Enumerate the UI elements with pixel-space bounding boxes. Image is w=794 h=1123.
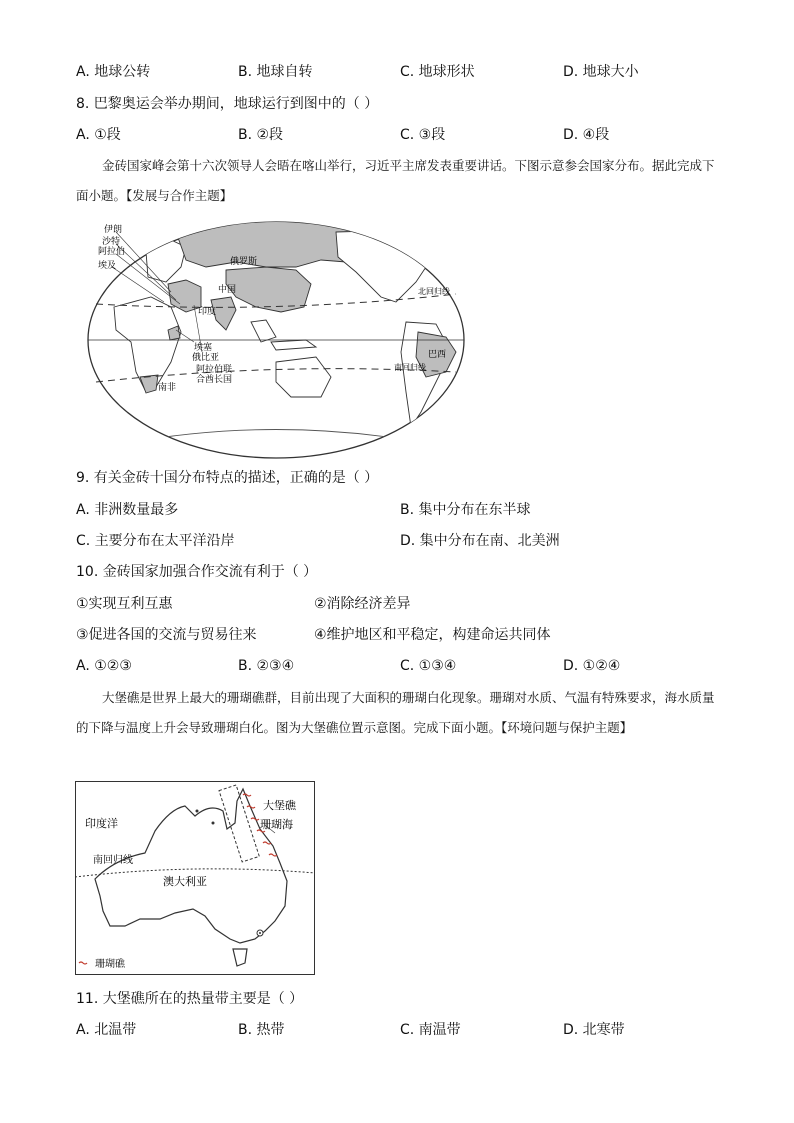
- legend-reef-label: 珊瑚礁: [95, 959, 125, 970]
- q7-option-a[interactable]: A. 地球公转: [76, 64, 151, 80]
- label-arabia: 阿拉伯: [98, 247, 126, 257]
- label-tropic-capricorn: 南回归线: [394, 363, 426, 372]
- q9-option-a[interactable]: A. 非洲数量最多: [76, 502, 179, 518]
- q9-option-b[interactable]: B. 集中分布在东半球: [400, 502, 531, 518]
- q7-option-b[interactable]: B. 地球自转: [238, 64, 313, 80]
- label-tropic-capricorn: 南回归线: [93, 855, 133, 866]
- q7-option-c[interactable]: C. 地球形状: [400, 64, 475, 80]
- q11-option-d[interactable]: D. 北寒带: [563, 1022, 625, 1038]
- q8-stem: 8. 巴黎奥运会举办期间，地球运行到图中的（ ）: [76, 96, 379, 112]
- reef-passage: 大堡礁是世界上最大的珊瑚礁群，目前出现了大面积的珊瑚白化现象。珊瑚对水质、气温有特殊要求，海水质量的下降与温度上升会导致珊瑚白化。图为大堡礁位置示意图。完成下面小题。【环境问题与保护主题】: [76, 690, 715, 735]
- brics-passage: 金砖国家峰会第十六次领导人会晤在喀山举行，习近平主席发表重要讲话。下图示意参会国家分布。据此完成下面小题。【发展与合作主题】: [76, 158, 715, 203]
- q9-stem: 9. 有关金砖十国分布特点的描述，正确的是（ ）: [76, 470, 379, 486]
- q8-option-d[interactable]: D. ④段: [563, 127, 610, 143]
- q9-option-d[interactable]: D. 集中分布在南、北美洲: [400, 533, 560, 549]
- q10-item-2: ②消除经济差异: [314, 596, 411, 612]
- label-ethiopia-1: 埃塞: [194, 343, 213, 353]
- label-great-barrier-reef: 大堡礁: [263, 799, 296, 812]
- q10-option-a[interactable]: A. ①②③: [76, 658, 132, 674]
- label-south-africa: 南非: [158, 383, 177, 393]
- label-ethiopia-2: 俄比亚: [192, 353, 220, 363]
- label-saudi: 沙特: [102, 237, 121, 247]
- label-indian-ocean: 印度洋: [85, 817, 118, 830]
- q11-option-a[interactable]: A. 北温带: [76, 1022, 137, 1038]
- q8-option-b[interactable]: B. ②段: [238, 127, 284, 143]
- q10-item-4: ④维护地区和平稳定，构建命运共同体: [314, 627, 551, 643]
- label-coral-sea: 珊瑚海: [260, 818, 293, 831]
- q11-option-c[interactable]: C. 南温带: [400, 1022, 461, 1038]
- q8-option-c[interactable]: C. ③段: [400, 127, 446, 143]
- q10-option-b[interactable]: B. ②③④: [238, 658, 295, 674]
- q10-stem: 10. 金砖国家加强合作交流有利于（ ）: [76, 564, 318, 580]
- label-australia: 澳大利亚: [163, 875, 207, 888]
- label-iran: 伊朗: [104, 225, 123, 235]
- label-russia: 俄罗斯: [230, 257, 258, 267]
- q10-item-1: ①实现互利互惠: [76, 596, 173, 612]
- label-uae-2: 合酋长国: [196, 375, 233, 385]
- q10-option-d[interactable]: D. ①②④: [563, 658, 621, 674]
- label-india: 印度: [198, 307, 217, 317]
- q10-item-3: ③促进各国的交流与贸易往来: [76, 627, 257, 643]
- q8-option-a[interactable]: A. ①段: [76, 127, 121, 143]
- brics-world-map: [76, 212, 471, 460]
- label-egypt: 埃及: [98, 261, 117, 271]
- great-barrier-reef-map: [75, 781, 315, 975]
- q7-option-d[interactable]: D. 地球大小: [563, 64, 639, 80]
- label-uae-1: 阿拉伯联: [196, 365, 233, 375]
- q10-option-c[interactable]: C. ①③④: [400, 658, 457, 674]
- label-china: 中国: [218, 285, 237, 295]
- q9-option-c[interactable]: C. 主要分布在太平洋沿岸: [76, 533, 235, 549]
- label-brazil: 巴西: [428, 350, 447, 360]
- q11-option-b[interactable]: B. 热带: [238, 1022, 285, 1038]
- label-tropic-cancer: 北回归线: [418, 287, 450, 296]
- q11-stem: 11. 大堡礁所在的热量带主要是（ ）: [76, 991, 304, 1007]
